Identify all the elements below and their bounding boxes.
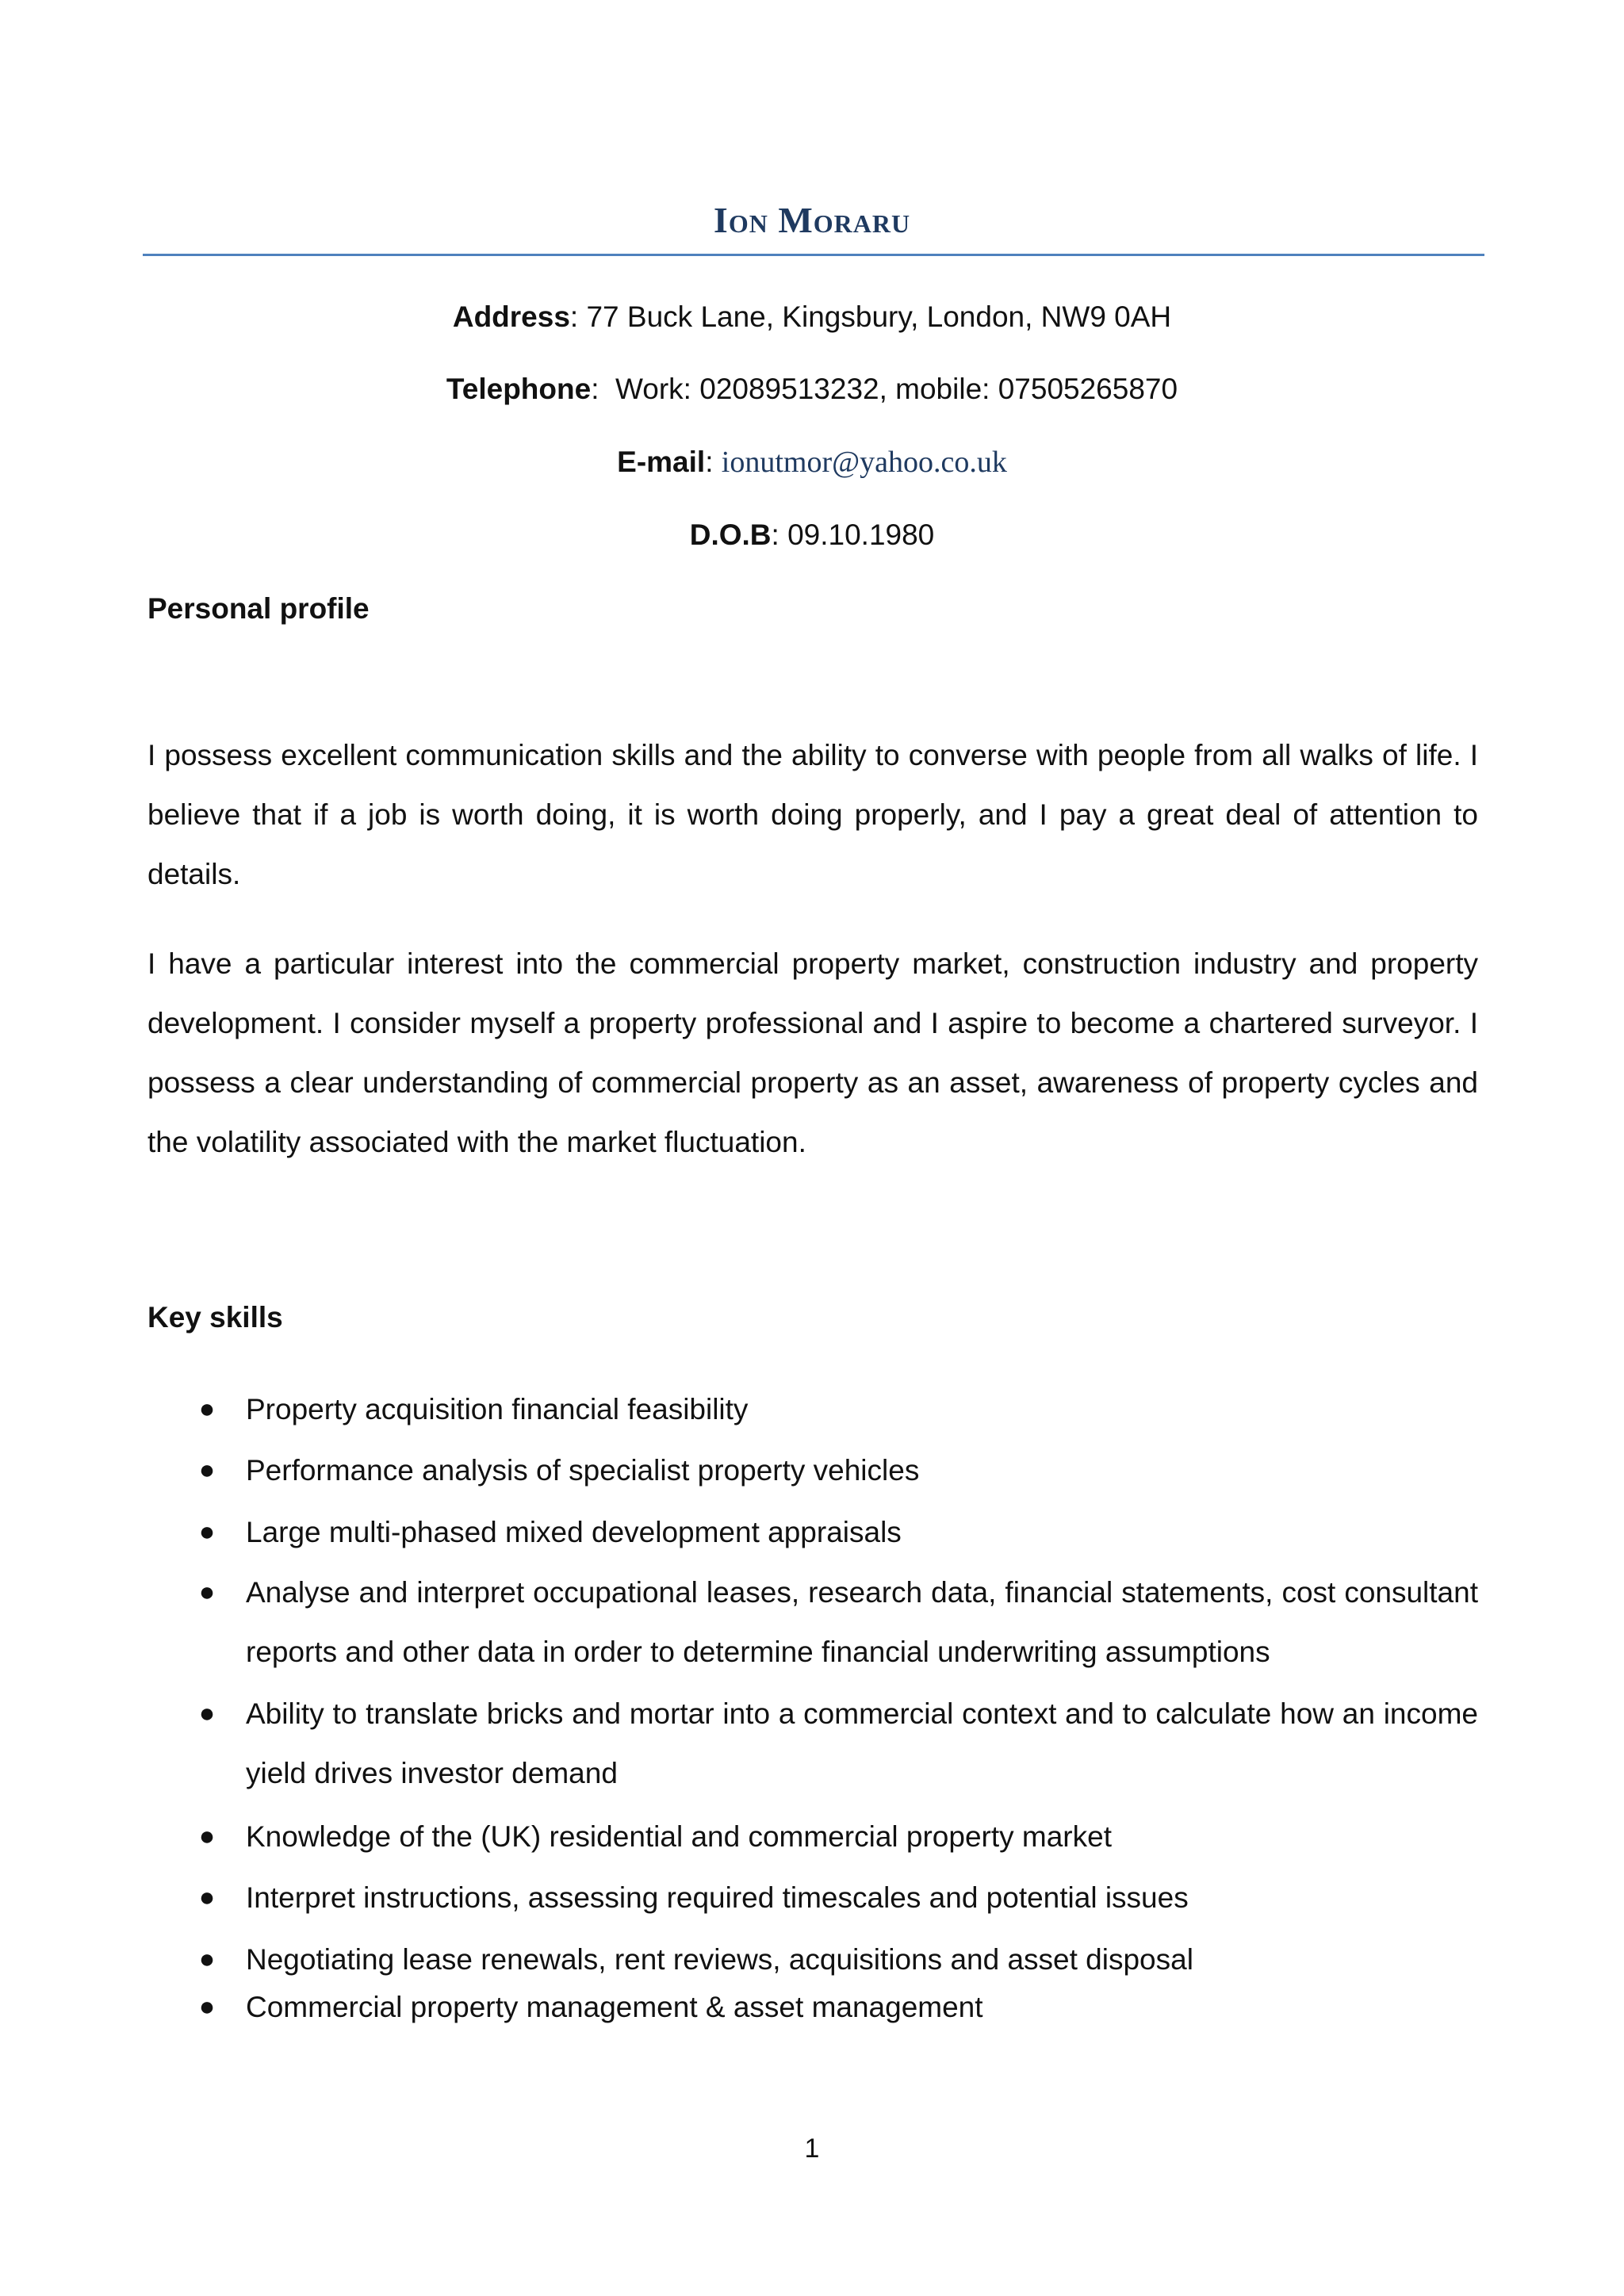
telephone-line: Telephone: Work: 02089513232, mobile: 07505265870 <box>446 373 1178 405</box>
email-line: E-mail: ionutmor@yahoo.co.uk <box>617 446 1007 479</box>
page-number: 1 <box>804 2133 820 2164</box>
skill-text: Large multi-phased mixed development appraisals <box>246 1516 902 1548</box>
telephone-value: Work: 02089513232, mobile: 07505265870 <box>615 373 1178 405</box>
skill-text: Analyse and interpret occupational leases, research data, financial statements, cost consultant reports and other data in order to determine financial underwriting assumptions <box>246 1576 1478 1668</box>
bullet-icon: ● <box>198 1821 216 1851</box>
title-divider <box>143 254 1484 256</box>
key-skills-heading: Key skills <box>147 1301 283 1334</box>
bullet-icon: ● <box>198 1517 216 1547</box>
bullet-icon: ● <box>198 1882 216 1912</box>
skill-text: Knowledge of the (UK) residential and commercial property market <box>246 1820 1112 1853</box>
profile-paragraph: I possess excellent communication skills and the ability to converse with people from all walks of life. I believe that if a job is worth doing, it is worth doing properly, and I pay a great deal of attention to details. <box>147 739 1478 890</box>
skill-text: Interpret instructions, assessing required timescales and potential issues <box>246 1881 1189 1914</box>
candidate-name: Ion Moraru <box>713 200 911 240</box>
bullet-icon: ● <box>198 1944 216 1974</box>
telephone-label: Telephone <box>446 373 592 405</box>
list-item <box>147 1868 1478 1927</box>
list-item <box>147 1684 1478 1803</box>
personal-profile-heading: Personal profile <box>147 592 370 625</box>
profile-paragraph: I have a particular interest into the commercial property market, construction industry and property development. I consider myself a property professional and I aspire to become a chartered surveyor. I possess a clear understanding of commercial property as an asset, awareness of property cycles and the volatility associated with the market fluctuation. <box>147 947 1478 1158</box>
skill-text: Performance analysis of specialist property vehicles <box>246 1454 920 1487</box>
skill-text: Property acquisition financial feasibility <box>246 1393 749 1425</box>
bullet-icon: ● <box>198 1455 216 1485</box>
skill-text: Negotiating lease renewals, rent reviews, acquisitions and asset disposal <box>246 1943 1193 1976</box>
list-item <box>147 1807 1478 1866</box>
address-value: 77 Buck Lane, Kingsbury, London, NW9 0AH <box>586 300 1172 333</box>
skill-text: Ability to translate bricks and mortar into a commercial context and to calculate how an income yield drives investor demand <box>246 1697 1478 1789</box>
bullet-icon: ● <box>198 1577 216 1607</box>
bullet-icon: ● <box>198 1698 216 1728</box>
address-line: Address: 77 Buck Lane, Kingsbury, London, NW9 0AH <box>452 300 1172 333</box>
skill-text: Commercial property management & asset management <box>246 1991 983 2023</box>
dob-label: D.O.B <box>689 519 772 551</box>
list-item <box>147 1563 1478 1682</box>
dob-line: D.O.B: 09.10.1980 <box>689 519 935 551</box>
dob-value: 09.10.1980 <box>787 519 935 551</box>
list-item <box>147 1441 1478 1500</box>
list-item <box>147 1977 1478 2037</box>
email-link[interactable]: ionutmor@yahoo.co.uk <box>721 446 1007 479</box>
email-label: E-mail <box>617 446 706 478</box>
bullet-icon: ● <box>198 1394 216 1424</box>
address-label: Address <box>452 300 570 333</box>
list-item <box>147 1380 1478 1439</box>
bullet-icon: ● <box>198 1992 216 2022</box>
list-item <box>147 1502 1478 1562</box>
